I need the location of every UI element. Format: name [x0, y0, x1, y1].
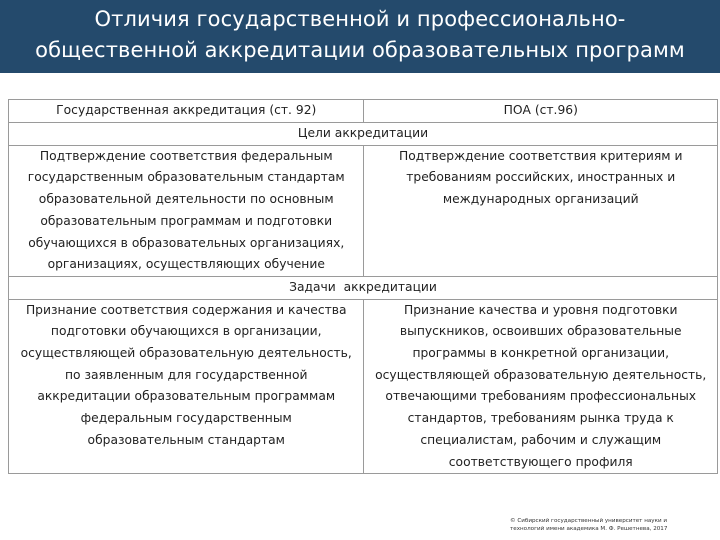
- section-row-goals: [9, 123, 718, 146]
- header-state-accreditation: Государственная аккредитация (ст. 92): [9, 100, 364, 123]
- section-title-tasks: [9, 276, 718, 299]
- tasks-poa-text: Признание качества и уровня подготовки выпускников, освоивших образовательные программы в конкретной организации, осуществляющей образовательную деятельность, отвечающими требованиям профессиональных стандартов, требованиям рынка труда к специалистам, рабочим и служащим соответствующего профиля: [375, 302, 707, 469]
- table-row-tasks: [9, 299, 718, 474]
- slide-title-line-1: Отличия государственной и профессионально-: [94, 7, 626, 31]
- section-title-tasks-text: Задачи аккредитации: [289, 279, 437, 294]
- copyright-line-1: © Сибирский государственный университет науки и: [510, 518, 668, 524]
- goals-poa-cell: [364, 145, 718, 276]
- tasks-poa-cell: [364, 299, 718, 474]
- goals-state-cell: [9, 145, 364, 276]
- section-row-tasks: [9, 276, 718, 299]
- tasks-state-text: Признание соответствия содержания и качества подготовки обучающихся в организации, осуществляющей образовательную деятельность, по заявленным для государственной аккредитации образовательным программам федеральным государственным образовательным стандартам: [20, 302, 352, 447]
- slide-title: [0, 0, 720, 73]
- goals-poa-text: Подтверждение соответствия критериям и требованиям российских, иностранных и международных организаций: [399, 148, 683, 207]
- header-poa: ПОА (ст.96): [364, 100, 718, 123]
- goals-state-text: Подтверждение соответствия федеральным государственным образовательным стандартам образовательной деятельности по основным образовательным программам и подготовки обучающихся в образовательных организациях, организациях, осуществляющих обучение: [27, 148, 345, 272]
- tasks-state-cell: [9, 299, 364, 474]
- table-row-goals: [9, 145, 718, 276]
- comparison-table: [8, 99, 718, 474]
- section-title-goals: Цели аккредитации: [9, 123, 718, 146]
- slide-title-line-2: общественной аккредитации образовательных программ: [35, 38, 685, 62]
- copyright-line-2: технологий имени академика М. Ф. Решетнева, 2017: [510, 526, 668, 532]
- copyright-footer: [510, 517, 710, 533]
- table-header-row: [9, 100, 718, 123]
